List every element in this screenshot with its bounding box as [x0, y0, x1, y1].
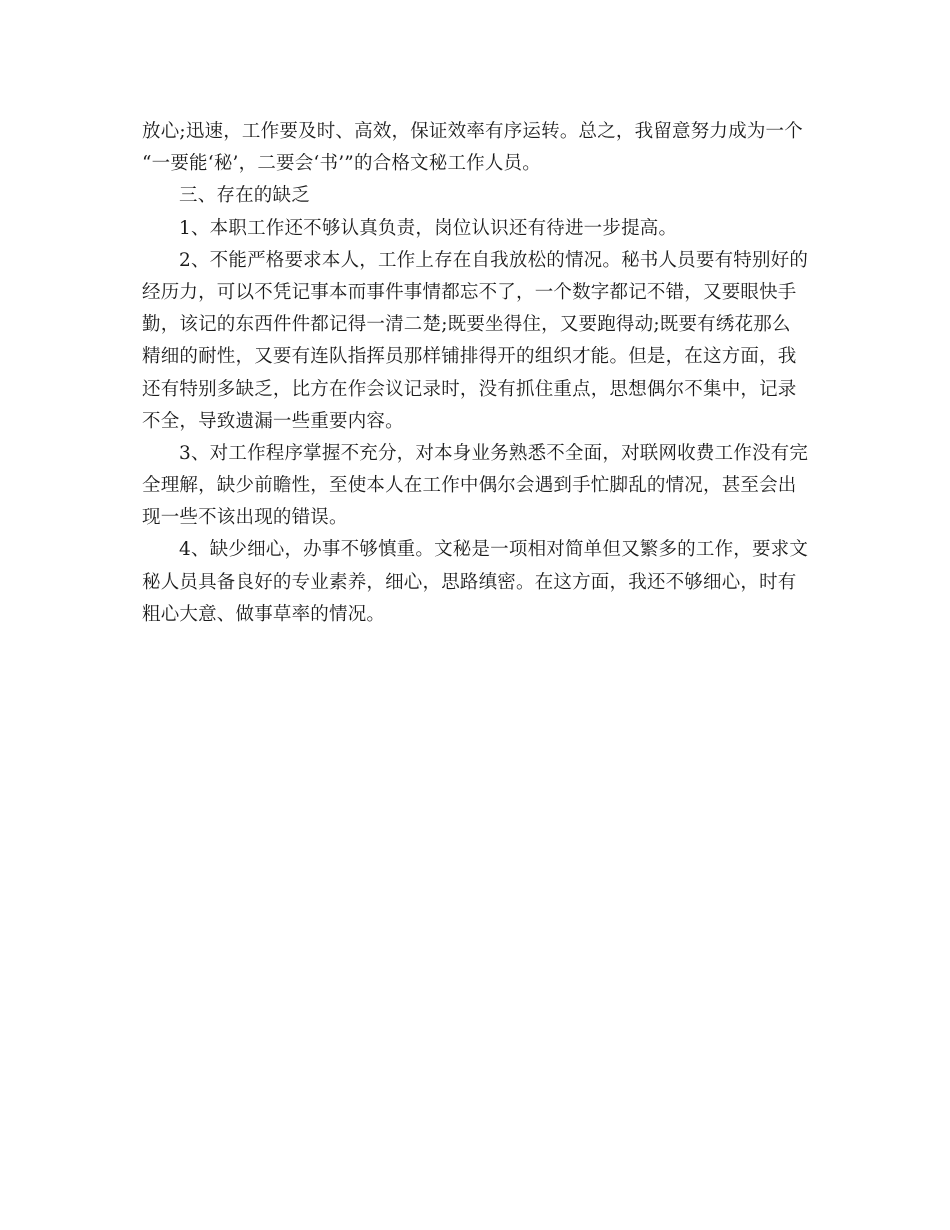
text-line: 秘人员具备良好的专业素养，细心，思路缜密。在这方面，我还不够细心，时有 [142, 571, 797, 593]
text-line: 经历力，可以不凭记事本而事件事情都忘不了，一个数字都记不错，又要眼快手 [142, 281, 797, 303]
paragraph-item-1 [142, 213, 808, 245]
text-line: 精细的耐性，又要有连队指挥员那样铺排得开的组织才能。但是，在这方面，我 [142, 346, 797, 368]
text-line: “一要能‘秘’，二要会‘书’”的合格文秘工作人员。 [142, 153, 541, 175]
text-line: 2、不能严格要求本人，工作上存在自我放松的情况。秘书人员要有特别好的 [179, 249, 809, 271]
text-line: 还有特别多缺乏，比方在作会议记录时，没有抓住重点，思想偶尔不集中，记录 [142, 378, 797, 400]
paragraph-item-2 [142, 245, 808, 438]
text-line: 4、缺少细心，办事不够慎重。文秘是一项相对简单但又繁多的工作，要求文 [179, 539, 809, 561]
text-line: 1、本职工作还不够认真负责，岗位认识还有待进一步提高。 [179, 217, 678, 239]
text-line: 现一些不该出现的错误。 [142, 507, 348, 529]
paragraph-continuation [142, 116, 808, 180]
paragraph-item-3 [142, 438, 808, 535]
text-line: 勤，该记的东西件件都记得一清二楚;既要坐得住，又要跑得动;既要有绣花那么 [142, 314, 791, 336]
text-line: 全理解，缺少前瞻性，至使本人在工作中偶尔会遇到手忙脚乱的情况，甚至会出 [142, 475, 797, 497]
text-line: 粗心大意、做事草率的情况。 [142, 603, 386, 625]
paragraph-item-4 [142, 534, 808, 631]
text-line: 放心;迅速，工作要及时、高效，保证效率有序运转。总之，我留意努力成为一个 [142, 121, 803, 142]
text-line: 不全，导致遗漏一些重要内容。 [142, 410, 404, 432]
text-line: 3、对工作程序掌握不充分，对本身业务熟悉不全面，对联网收费工作没有完 [179, 442, 809, 464]
section-heading [142, 180, 808, 212]
document-body [142, 116, 808, 631]
section-heading-text: 三、存在的缺乏 [179, 185, 310, 207]
